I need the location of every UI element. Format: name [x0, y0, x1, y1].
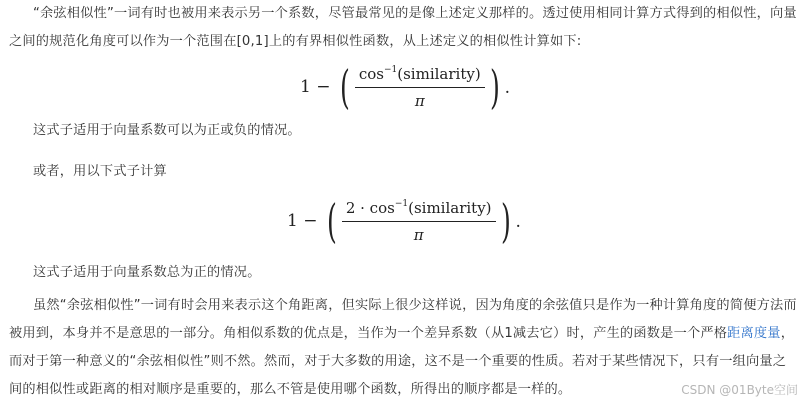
formula-angular-similarity-signed	[300, 60, 510, 114]
formula-denominator: π	[413, 225, 424, 244]
formula-open-paren: (	[326, 194, 337, 248]
numerator-superscript: −1	[394, 198, 409, 209]
numerator-argument: (similarity)	[408, 198, 492, 217]
numerator-function: 2 · cos	[345, 198, 395, 217]
formula-period: .	[515, 212, 521, 232]
formula-open-paren: (	[339, 60, 350, 114]
formula-lead: 1 −	[287, 211, 323, 231]
formula-fraction	[355, 65, 485, 110]
discussion-text-end: ，而对于第一种意义的“余弦相似性”则不然。然而，对于大多数的用途，这不是一个重要的性质。若对于某些情况下，只有一组向量之间的相似性或距离的相对顺序是重要的，那么不管是使用哪个函数，所得出的顺序都是一样的。	[9, 326, 795, 397]
distance-metric-link[interactable]: 距离度量	[727, 326, 781, 341]
numerator-function: cos	[358, 64, 384, 83]
discussion-text-start: 虽然“余弦相似性”一词有时会用来表示这个角距离，但实际上很少这样说，因为角度的余弦值只是作为一种计算角度的简便方法而被用到，本身并不是意思的一部分。角相似系数的优点是，当作为一个差异系数（从1减去它）时，产生的函数是一个严格	[9, 298, 797, 341]
formula-period: .	[504, 78, 511, 98]
formula-angular-similarity-positive	[287, 194, 521, 248]
paragraph-signed-note: 这式子适用于向量系数可以为正或负的情况。	[33, 123, 301, 138]
formula-numerator	[342, 199, 496, 222]
formula-close-paren: )	[489, 60, 500, 114]
numerator-argument: (similarity)	[397, 64, 481, 83]
watermark: CSDN @01Byte空间	[681, 383, 798, 397]
paragraph-positive-note: 这式子适用于向量系数总为正的情况。	[33, 265, 261, 280]
formula-lead: 1 −	[300, 77, 336, 97]
formula-numerator	[355, 65, 485, 88]
paragraph-alternative: 或者，用以下式子计算	[33, 164, 167, 179]
formula-fraction	[342, 199, 496, 244]
formula-denominator: π	[414, 91, 425, 110]
formula-close-paren: )	[500, 194, 511, 248]
numerator-superscript: −1	[383, 64, 398, 75]
paragraph-intro: “余弦相似性”一词有时也被用来表示另一个系数，尽管最常见的是像上述定义那样的。透过使用相同计算方式得到的相似性，向量之间的规范化角度可以作为一个范围在[0,1]上的有界相似性函数，从上述定义的相似性计算如下:	[9, 6, 797, 49]
